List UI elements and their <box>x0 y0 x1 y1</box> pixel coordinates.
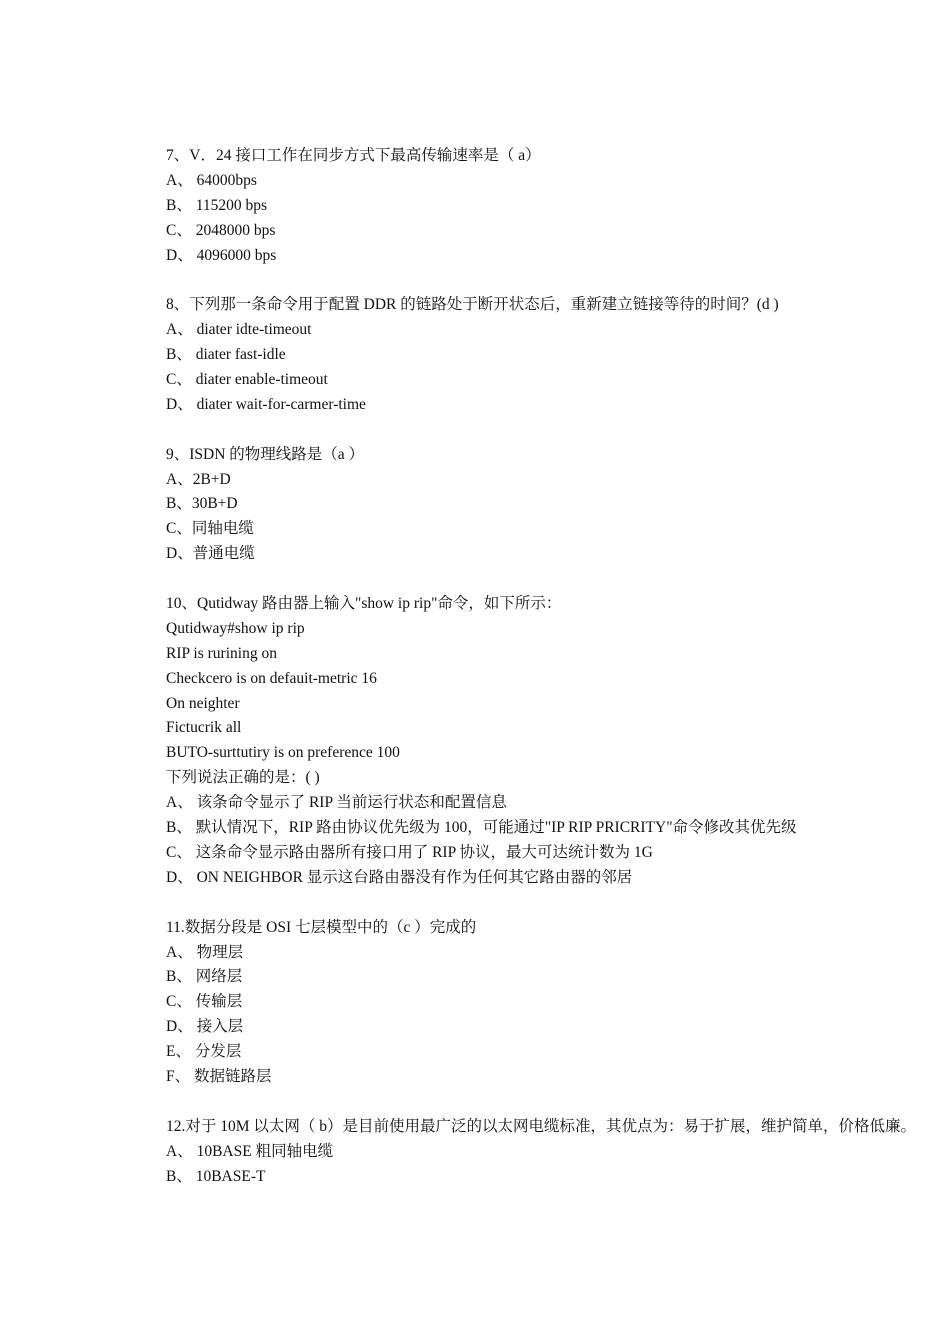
code-line: Checkcero is on defauit-metric 16 <box>166 669 377 687</box>
option-b: B、 diater fast-idle <box>166 346 286 364</box>
question-stem: 7、V．24 接口工作在同步方式下最高传输速率是（ a） <box>166 147 541 164</box>
code-line: Fictucrik all <box>166 719 242 737</box>
question-prompt: 下列说法正确的是：( ) <box>166 769 320 787</box>
question-stem: 12.对于 10M 以太网（ b）是目前使用最广泛的以太网电缆标准，其优点为：易于扩展，维护简单，价格低廉。 <box>166 1117 917 1135</box>
option-a: A、 64000bps <box>166 171 257 189</box>
question-11 <box>166 916 936 1090</box>
option-f: F、 数据链路层 <box>166 1067 272 1085</box>
code-line: Qutidway#show ip rip <box>166 619 305 637</box>
option-d: D、 接入层 <box>166 1018 244 1036</box>
code-line: On neighter <box>166 694 240 712</box>
option-a: A、2B+D <box>166 470 231 488</box>
spacer <box>166 891 936 916</box>
option-a: A、 diater idte-timeout <box>166 321 312 339</box>
option-d: D、 4096000 bps <box>166 246 277 264</box>
option-a: A、 10BASE 粗同轴电缆 <box>166 1142 334 1160</box>
option-a: A、 物理层 <box>166 943 244 961</box>
code-line: BUTO-surttutiry is on preference 100 <box>166 744 400 762</box>
spacer <box>166 268 936 293</box>
question-8 <box>166 293 936 417</box>
option-b: B、30B+D <box>166 495 238 513</box>
spacer <box>166 567 936 592</box>
question-9 <box>166 443 936 567</box>
question-10 <box>166 592 936 891</box>
option-c: C、 传输层 <box>166 993 243 1011</box>
option-d: D、 diater wait-for-carmer-time <box>166 395 366 413</box>
spacer <box>166 1090 936 1115</box>
option-e: E、 分发层 <box>166 1043 242 1061</box>
spacer <box>166 418 936 443</box>
option-c: C、 2048000 bps <box>166 221 276 239</box>
code-line: RIP is rurining on <box>166 644 277 662</box>
document-page <box>166 144 936 1189</box>
question-stem: 9、ISDN 的物理线路是（a ） <box>166 445 365 463</box>
question-stem: 10、Qutidway 路由器上输入"show ip rip"命令，如下所示： <box>166 595 562 613</box>
question-stem: 11.数据分段是 OSI 七层模型中的（c ）完成的 <box>166 918 477 936</box>
option-b: B、 115200 bps <box>166 196 268 214</box>
option-c: C、 这条命令显示路由器所有接口用了 RIP 协议，最大可达统计数为 1G <box>166 843 653 861</box>
question-7 <box>166 144 936 268</box>
option-d: D、普通电缆 <box>166 545 255 563</box>
question-stem: 8、下列那一条命令用于配置 DDR 的链路处于断开状态后，重新建立链接等待的时间？(d ) <box>166 296 779 314</box>
option-b: B、 10BASE-T <box>166 1167 266 1185</box>
question-12 <box>166 1115 936 1190</box>
option-a: A、 该条命令显示了 RIP 当前运行状态和配置信息 <box>166 794 507 812</box>
option-d: D、 ON NEIGHBOR 显示这台路由器没有作为任何其它路由器的邻居 <box>166 868 633 886</box>
option-c: C、 diater enable-timeout <box>166 371 328 389</box>
option-c: C、同轴电缆 <box>166 520 254 538</box>
option-b: B、 网络层 <box>166 968 243 986</box>
option-b: B、 默认情况下，RIP 路由协议优先级为 100，可能通过"IP RIP PRICRITY"命令修改其优先级 <box>166 819 797 837</box>
